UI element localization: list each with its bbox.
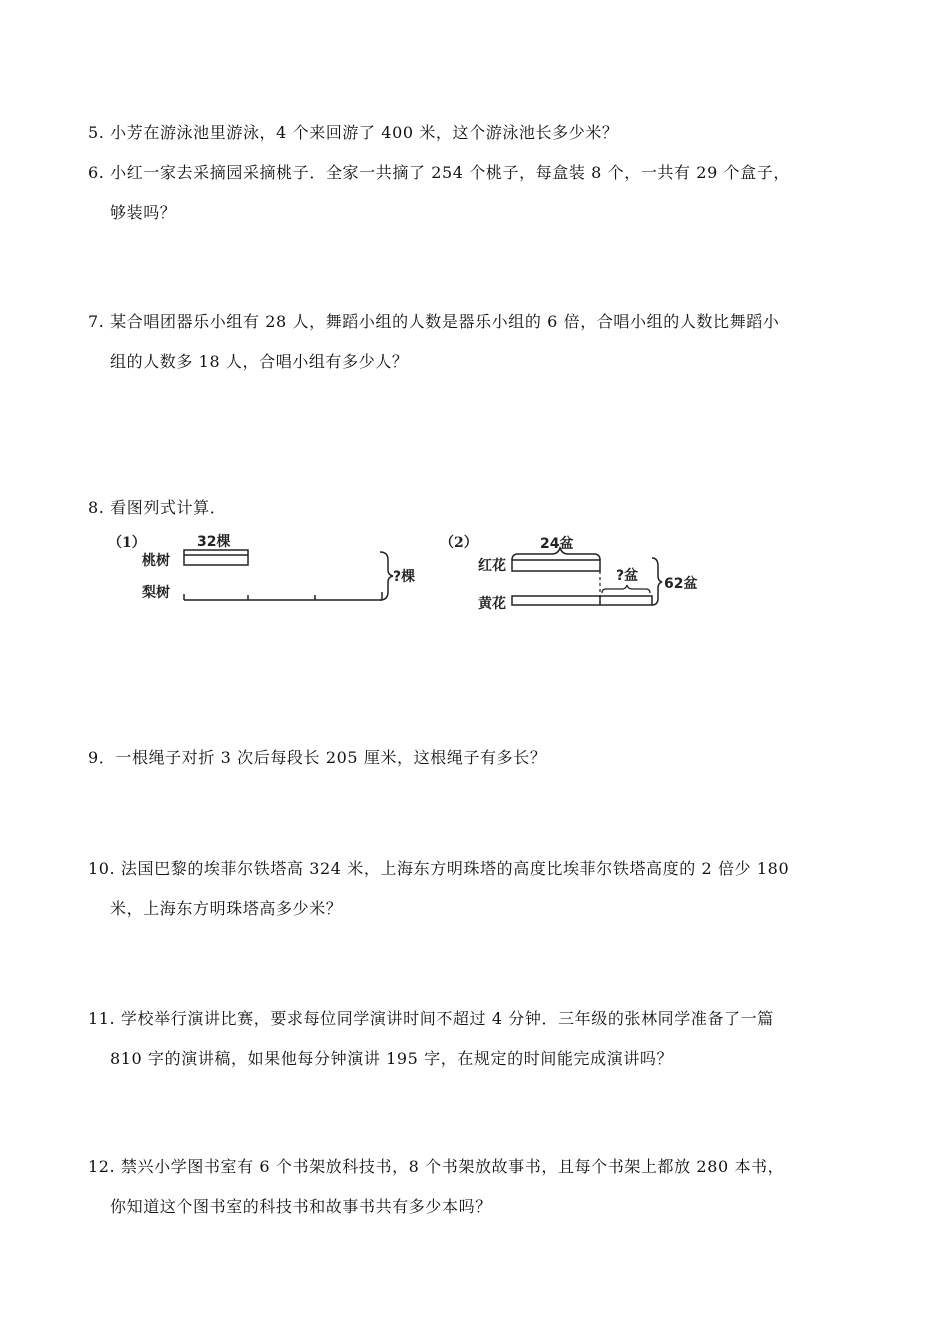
question-8 — [88, 499, 226, 517]
question-12-text-line1: 12. 禁兴小学图书室有 6 个书架放科技书，8 个书架放故事书，且每个书架上都放 280 本书， — [88, 1157, 785, 1176]
total-brace — [652, 558, 662, 605]
diagram-2-svg — [440, 530, 710, 620]
yellow-flower-bar — [512, 596, 652, 605]
question-12-text-line2: 你知道这个图书室的科技书和故事书共有多少本吗？ — [110, 1197, 492, 1216]
question-6-text-line1: 6. 小红一家去采摘园采摘桃子．全家一共摘了 254 个桃子，每盒装 8 个，一共有 29 个盒子， — [88, 163, 790, 182]
question-7-text-line1: 7. 某合唱团器乐小组有 28 人，舞蹈小组的人数是器乐小组的 6 倍，合唱小组的人数比舞蹈小 — [88, 312, 780, 331]
question-7 — [88, 313, 779, 371]
question-10 — [88, 860, 789, 918]
diagram-1-number: （1） — [108, 535, 146, 551]
question-10-text-line2: 米，上海东方明珠塔高多少米？ — [110, 899, 343, 918]
question-5 — [88, 124, 619, 142]
diagram-2-number: （2） — [440, 535, 478, 551]
question-12 — [88, 1158, 784, 1216]
peach-tree-label: 桃树 — [142, 553, 170, 569]
question-6 — [88, 164, 790, 222]
question-9-text: 9．一根绳子对折 3 次后每段长 205 厘米，这根绳子有多长？ — [88, 748, 547, 767]
diagram-1-svg — [100, 530, 420, 610]
total-trees-label: ?棵 — [393, 569, 416, 585]
question-11 — [88, 1010, 774, 1068]
question-7-text-line2: 组的人数多 18 人，合唱小组有多少人？ — [110, 352, 409, 371]
red-flower-count-label: 24盆 — [540, 536, 574, 552]
question-8-text: 8. 看图列式计算． — [88, 498, 227, 517]
peach-bar — [184, 555, 248, 565]
pear-tree-label: 梨树 — [142, 585, 170, 601]
question-11-text-line2: 810 字的演讲稿，如果他每分钟演讲 195 字，在规定的时间能完成演讲吗？ — [110, 1049, 674, 1068]
peach-count-label: 32棵 — [197, 534, 231, 550]
red-flower-label: 红花 — [478, 558, 506, 574]
red-flower-bar — [512, 560, 600, 571]
question-9 — [88, 749, 546, 767]
question-6-text-line2: 够装吗？ — [110, 203, 177, 222]
yellow-flower-label: 黄花 — [478, 596, 506, 612]
difference-label: ?盆 — [616, 568, 639, 584]
question-11-text-line1: 11. 学校举行演讲比赛，要求每位同学演讲时间不超过 4 分钟．三年级的张林同学准备了一篇 — [88, 1009, 774, 1028]
diagram-peach-pear — [100, 530, 420, 610]
question-10-text-line1: 10. 法国巴黎的埃菲尔铁塔高 324 米，上海东方明珠塔的高度比埃菲尔铁塔高度的 2 倍少 180 — [88, 859, 790, 878]
diagram-red-yellow-flowers — [440, 530, 710, 620]
difference-brace — [602, 585, 650, 593]
total-flowers-label: 62盆 — [664, 576, 698, 592]
question-5-text: 5. 小芳在游泳池里游泳，4 个来回游了 400 米，这个游泳池长多少米？ — [88, 123, 619, 142]
